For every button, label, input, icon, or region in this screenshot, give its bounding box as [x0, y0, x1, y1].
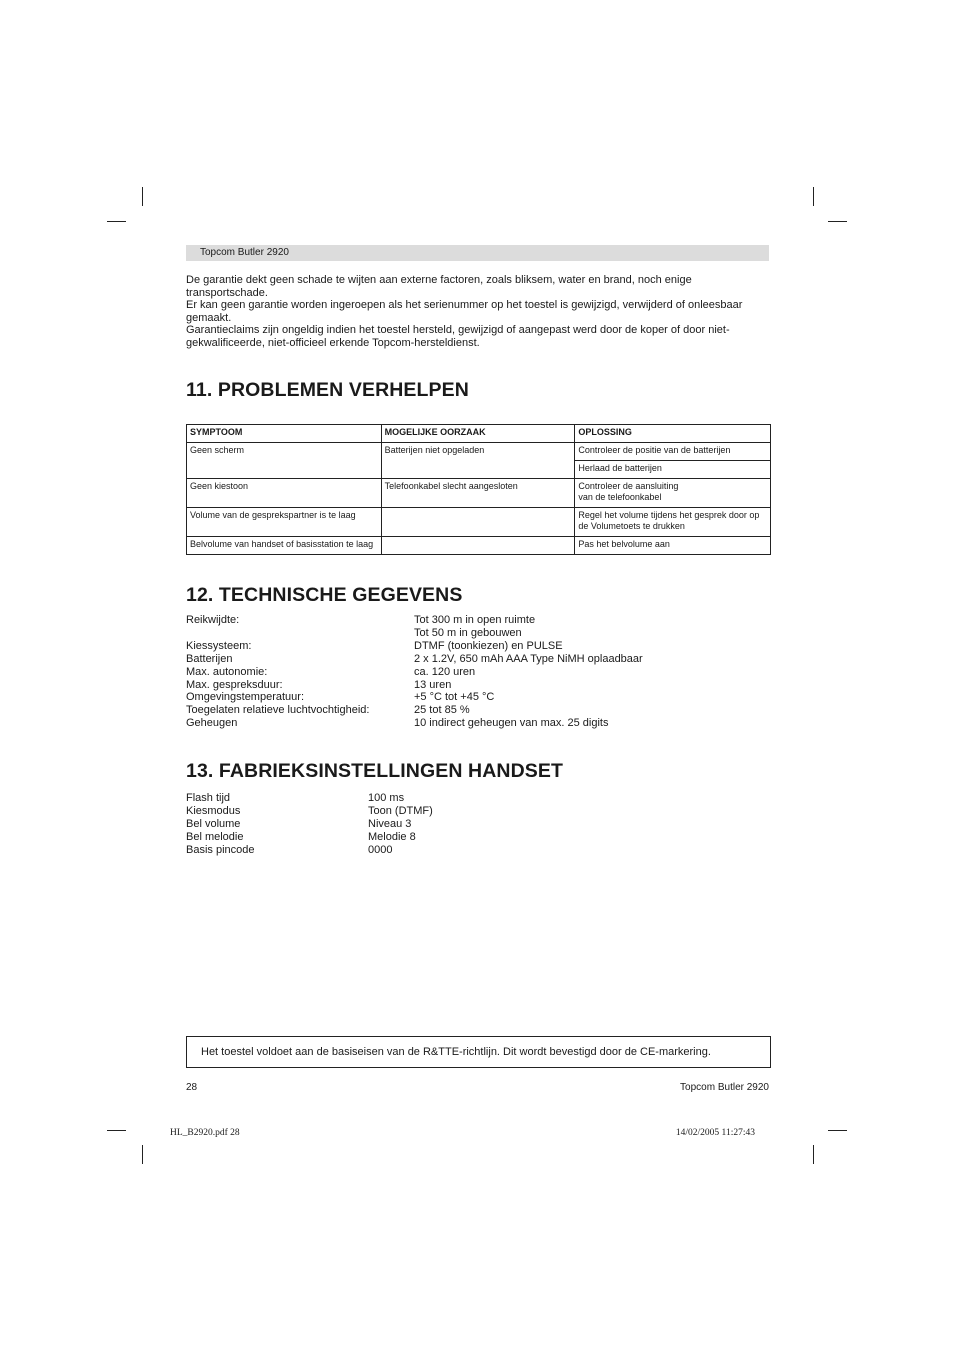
spec-value [414, 653, 643, 666]
crop-mark [142, 1145, 143, 1164]
page-number: 28 [186, 1082, 198, 1093]
setting-row [186, 844, 771, 857]
crop-mark [828, 221, 847, 222]
spec-value-line: Tot 300 m in open ruimte [414, 614, 536, 626]
ce-notice-text: Het toestel voldoet aan de basiseisen van de R&TTE-richtlijn. Dit wordt bevestigd door de CE-markering. [201, 1046, 711, 1058]
setting-label: Flash tijd [186, 792, 231, 804]
spec-row [186, 614, 771, 640]
setting-row [186, 805, 771, 818]
spec-label: Reikwijdte: [186, 614, 240, 626]
setting-row [186, 792, 771, 805]
crop-mark [107, 221, 126, 222]
table-row [187, 537, 771, 555]
spec-row [186, 717, 771, 730]
crop-mark [813, 1145, 814, 1164]
setting-label: Basis pincode [186, 843, 255, 856]
crop-mark [813, 187, 814, 206]
spec-value-line: 13 uren [414, 678, 452, 691]
spec-row [186, 704, 771, 717]
solution-cell: Pas het belvolume aan [575, 537, 771, 555]
section-heading-problemen: 11. PROBLEMEN VERHELPEN [186, 379, 469, 401]
spec-value-line: DTMF (toonkiezen) en PULSE [414, 639, 563, 652]
spec-label: Batterijen [186, 652, 233, 665]
section-heading-technische-gegevens: 12. TECHNISCHE GEGEVENS [186, 584, 463, 606]
spec-row [186, 640, 771, 653]
spec-value-line: ca. 120 uren [414, 665, 476, 678]
section-heading-fabrieksinstellingen: 13. FABRIEKSINSTELLINGEN HANDSET [186, 760, 563, 782]
spec-list [186, 614, 771, 730]
header-title: Topcom Butler 2920 [200, 247, 289, 258]
spec-label: Max. autonomie: [186, 665, 268, 678]
spec-row [186, 679, 771, 692]
spec-label: Toegelaten relatieve luchtvochtigheid: [186, 704, 370, 717]
spec-row [186, 653, 771, 666]
spec-value [414, 704, 470, 717]
crop-mark [828, 1130, 847, 1131]
column-header: OPLOSSING [575, 425, 771, 443]
cause-cell: Batterijen niet opgeladen [381, 443, 575, 479]
solution-cell: Herlaad de batterijen [575, 461, 771, 479]
running-header [186, 245, 769, 261]
spec-value-line: 25 tot 85 % [414, 704, 470, 717]
column-header: MOGELIJKE OORZAAK [381, 425, 575, 443]
paragraph: Garantieclaims zijn ongeldig indien het toestel hersteld, gewijzigd of aangepast werd door de koper of door niet-gekwalificeerde, niet-officieel erkende Topcom-hersteldienst. [186, 324, 730, 349]
setting-label: Kiesmodus [186, 804, 241, 817]
spec-value [414, 691, 494, 704]
warranty-text [186, 274, 771, 350]
spec-row [186, 691, 771, 704]
setting-value: 100 ms [368, 792, 405, 804]
symptom-cell: Geen scherm [187, 443, 382, 479]
crop-mark [142, 187, 143, 206]
symptom-cell: Geen kiestoon [187, 479, 382, 508]
spec-label: Kiessysteem: [186, 639, 252, 652]
spec-value [414, 666, 475, 679]
symptom-cell: Volume van de gesprekspartner is te laag [187, 508, 382, 537]
spec-value [414, 614, 535, 640]
setting-label: Bel melodie [186, 830, 244, 843]
spec-value-line: +5 °C tot +45 °C [414, 691, 495, 704]
spec-value [414, 717, 608, 730]
solution-cell: Regel het volume tijdens het gesprek door op de Volumetoets te drukken [575, 508, 771, 537]
spec-value [414, 679, 451, 692]
spec-label: Omgevingstemperatuur: [186, 691, 304, 704]
setting-label: Bel volume [186, 817, 241, 830]
cause-cell [381, 508, 575, 537]
factory-settings-list [186, 792, 771, 857]
spec-value-line: 2 x 1.2V, 650 mAh AAA Type NiMH oplaadbaar [414, 652, 643, 665]
setting-value: Toon (DTMF) [368, 804, 433, 817]
ce-notice-box [186, 1036, 771, 1068]
table-row [187, 479, 771, 508]
setting-value: 0000 [368, 843, 393, 856]
setting-value: Melodie 8 [368, 830, 416, 843]
spec-value [414, 640, 563, 653]
paragraph: De garantie dekt geen schade te wijten aan externe factoren, zoals bliksem, water en brand, noch enige transportschade. [186, 274, 692, 299]
troubleshooting-table [186, 424, 771, 555]
spec-label: Geheugen [186, 717, 238, 730]
setting-row [186, 831, 771, 844]
paragraph: Er kan geen garantie worden ingeroepen als het serienummer op het toestel is gewijzigd, verwijderd of onleesbaar gemaakt. [186, 299, 743, 324]
table-row [187, 508, 771, 537]
solution-cell: Controleer de aansluiting van de telefoonkabel [575, 479, 771, 508]
spec-value-line: Tot 50 m in gebouwen [414, 626, 522, 639]
table-row [187, 443, 771, 461]
solution-cell: Controleer de positie van de batterijen [575, 443, 771, 461]
cause-cell [381, 537, 575, 555]
setting-value: Niveau 3 [368, 817, 412, 830]
spec-label: Max. gespreksduur: [186, 678, 283, 691]
setting-row [186, 818, 771, 831]
print-slug-timestamp: 14/02/2005 11:27:43 [675, 1128, 755, 1138]
crop-mark [107, 1130, 126, 1131]
column-header: SYMPTOOM [187, 425, 382, 443]
footer-product: Topcom Butler 2920 [680, 1082, 769, 1093]
spec-value-line: 10 indirect geheugen van max. 25 digits [414, 717, 609, 730]
symptom-cell: Belvolume van handset of basisstation te laag [187, 537, 382, 555]
print-slug-file: HL_B2920.pdf 28 [170, 1128, 240, 1138]
table-header-row [187, 425, 771, 443]
cause-cell: Telefoonkabel slecht aangesloten [381, 479, 575, 508]
spec-row [186, 666, 771, 679]
